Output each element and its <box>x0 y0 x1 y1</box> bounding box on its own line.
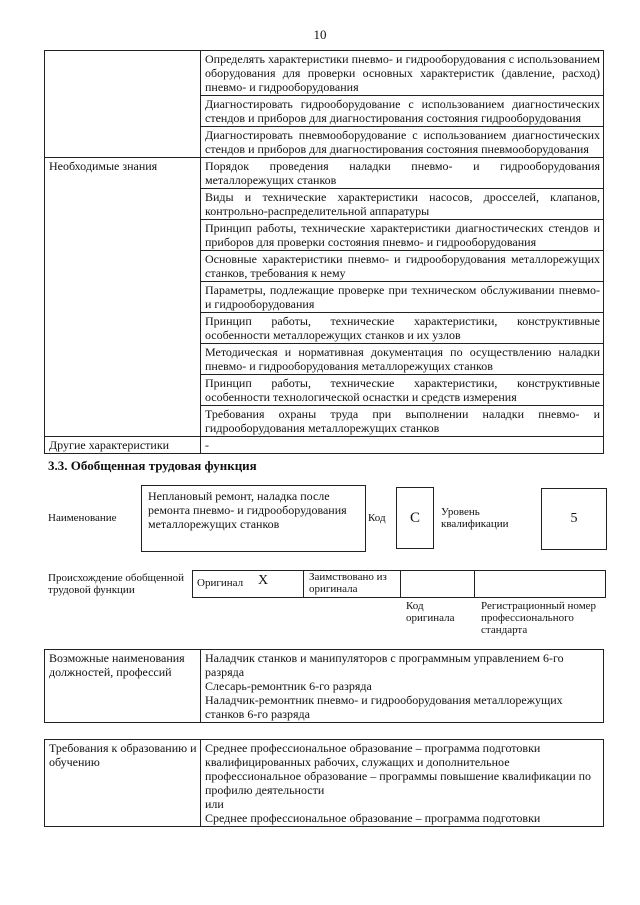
row-text: Параметры, подлежащие проверке при техническом обслуживании пневмо- и гидрооборудования <box>201 282 604 313</box>
row-label <box>45 189 201 220</box>
education-label: Требования к образованию и обучению <box>45 740 201 827</box>
row-text: Диагностировать гидрооборудование с использованием диагностических стендов и приборов для диагностирования состояния гидрооборудования <box>201 96 604 127</box>
row-text: Принцип работы, технические характеристики, конструктивные особенности технологической оснастки и средств измерения <box>201 375 604 406</box>
code-original-cell <box>400 571 475 597</box>
list-item: Наладчик-ремонтник пневмо- и гидрооборудования металлорежущих станков 6-го разряда <box>205 693 563 721</box>
list-item: Среднее профессиональное образование – программа подготовки <box>205 811 541 825</box>
list-item: или <box>205 797 224 811</box>
table-row <box>45 220 604 251</box>
row-label <box>45 51 201 96</box>
table-row <box>45 740 604 827</box>
name-value: Неплановый ремонт, наладка после ремонта пневмо- и гидрооборудования металлорежущих станков <box>141 485 366 552</box>
row-text: Основные характеристики пневмо- и гидрооборудования металлорежущих станков, требования к нему <box>201 251 604 282</box>
table-row <box>45 158 604 189</box>
table-row <box>45 313 604 344</box>
positions-list <box>201 650 604 723</box>
row-text: Принцип работы, технические характеристики диагностических стендов и приборов для проверки состояния пневмо- и гидрооборудования <box>201 220 604 251</box>
table-row <box>45 437 604 454</box>
row-label <box>45 220 201 251</box>
education-list <box>201 740 604 827</box>
row-label <box>45 344 201 375</box>
row-text: - <box>201 437 604 454</box>
code-label: Код <box>368 512 386 524</box>
table-row <box>45 251 604 282</box>
table-row <box>45 406 604 437</box>
row-label <box>45 406 201 437</box>
table-row <box>45 282 604 313</box>
page-number: 10 <box>313 27 327 42</box>
origin-label: Происхождение обобщенной трудовой функции <box>48 572 185 596</box>
row-label: Другие характеристики <box>45 437 201 454</box>
positions-table <box>44 649 604 723</box>
row-label <box>45 313 201 344</box>
name-label: Наименование <box>48 512 117 524</box>
table-row <box>45 344 604 375</box>
list-item: Слесарь-ремонтник 6-го разряда <box>205 679 372 693</box>
borrowed-label: Заимствовано из оригинала <box>309 571 387 595</box>
row-text: Диагностировать пневмооборудование с использованием диагностических стендов и приборов для диагностирования состояния пневмооборудования <box>201 127 604 158</box>
row-label <box>45 127 201 158</box>
table-row <box>45 96 604 127</box>
row-label <box>45 375 201 406</box>
row-text: Требования охраны труда при выполнении наладки пневмо- и гидрооборудования металлорежущих станков <box>201 406 604 437</box>
row-text: Методическая и нормативная документация по осуществлению наладки пневмо- и гидрооборудования металлорежущих станков <box>201 344 604 375</box>
level-label: Уровень квалификации <box>441 506 509 530</box>
code-value: C <box>396 487 434 549</box>
table-row <box>45 127 604 158</box>
section-title: 3.3. Обобщенная трудовая функция <box>48 458 257 473</box>
list-item: Наладчик станков и манипуляторов с программным управлением 6-го разряда <box>205 651 564 679</box>
row-label <box>45 282 201 313</box>
row-label <box>45 251 201 282</box>
row-label <box>45 96 201 127</box>
table-row <box>45 189 604 220</box>
row-text: Виды и технические характеристики насосов, дросселей, клапанов, контрольно-распределительной аппаратуры <box>201 189 604 220</box>
table-row <box>45 375 604 406</box>
row-label: Необходимые знания <box>45 158 201 189</box>
positions-label: Возможные наименования должностей, профессий <box>45 650 201 723</box>
table-row <box>45 51 604 96</box>
original-label: Оригинал <box>197 577 244 589</box>
row-text: Принцип работы, технические характеристики, конструктивные особенности металлорежущих станков и их узлов <box>201 313 604 344</box>
knowledge-table <box>44 50 604 454</box>
row-text: Порядок проведения наладки пневмо- и гидрооборудования металлорежущих станков <box>201 158 604 189</box>
level-value: 5 <box>541 488 607 550</box>
reg-number-label: Регистрационный номер профессионального стандарта <box>481 600 597 636</box>
list-item: Среднее профессиональное образование – программа подготовки квалифицированных рабочих, служащих и дополнительное профессиональное образование – программы повышение квалификации по профилю деятельности <box>205 741 592 797</box>
original-mark: X <box>258 573 269 588</box>
code-original-label: Код оригинала <box>406 600 455 624</box>
table-row <box>45 650 604 723</box>
row-text: Определять характеристики пневмо- и гидрооборудования с использованием оборудования для проверки основных характеристик (давление, расход) пневмо- и гидрооборудования <box>201 51 604 96</box>
education-table <box>44 739 604 827</box>
